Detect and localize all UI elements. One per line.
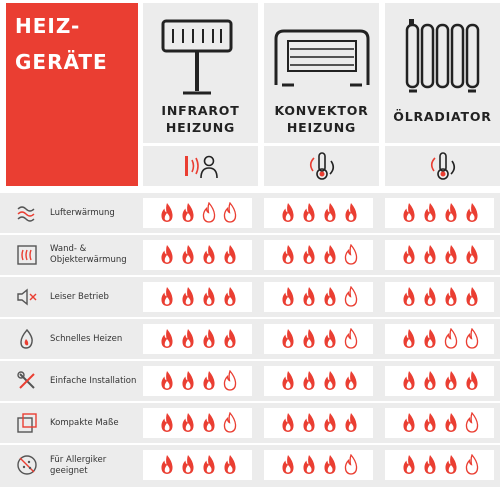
flame-filled-icon (202, 328, 216, 349)
flame-filled-icon (465, 370, 479, 391)
flame-filled-icon (402, 412, 416, 433)
rating-cell-oelradiator (385, 324, 494, 354)
air-waves-icon (16, 202, 38, 224)
flame-filled-icon (402, 454, 416, 475)
flame-filled-icon (202, 370, 216, 391)
rating-cell-konvektor (264, 366, 373, 396)
column-subtitle-konvektor: HEIZUNG (286, 120, 357, 135)
flame-filled-icon (323, 412, 337, 433)
flame-filled-icon (160, 202, 174, 223)
flame-filled-icon (402, 202, 416, 223)
row-label: Wand- & (50, 244, 87, 254)
column-title-infrarot: INFRAROT (161, 103, 240, 118)
flame-filled-icon (423, 244, 437, 265)
flame-filled-icon (223, 328, 237, 349)
row-label-line2: Objekterwärmung (50, 255, 127, 265)
flame-filled-icon (160, 328, 174, 349)
flame-filled-icon (281, 370, 295, 391)
flame-filled-icon (465, 244, 479, 265)
flame-outline-icon (344, 328, 358, 349)
column-header-infrarot (143, 3, 258, 143)
flame-filled-icon (323, 370, 337, 391)
rating-cell-konvektor (264, 240, 373, 270)
table-row (0, 445, 500, 487)
flame-filled-icon (444, 412, 458, 433)
flame-outline-icon (344, 454, 358, 475)
flame-filled-icon (402, 328, 416, 349)
flame-filled-icon (160, 244, 174, 265)
flame-filled-icon (302, 370, 316, 391)
rating-cell-infrarot (143, 408, 252, 438)
flame-filled-icon (160, 412, 174, 433)
table-row (0, 277, 500, 317)
radiant-heat-person-icon (184, 150, 218, 182)
rating-cell-oelradiator (385, 198, 494, 228)
flame-outline-icon (223, 412, 237, 433)
flame-filled-icon (181, 412, 195, 433)
convector-heater-icon (264, 7, 379, 97)
rating-cell-konvektor (264, 198, 373, 228)
column-subicon-oelradiator (385, 146, 500, 186)
flame-filled-icon (323, 454, 337, 475)
title-panel (6, 3, 138, 186)
flame-outline-icon (344, 286, 358, 307)
flame-outline-icon (465, 412, 479, 433)
title-line-2: GERÄTE (15, 50, 108, 74)
flame-filled-icon (444, 454, 458, 475)
flame-filled-icon (181, 202, 195, 223)
rating-cell-konvektor (264, 282, 373, 312)
flame-filled-icon (302, 286, 316, 307)
rating-cell-konvektor (264, 408, 373, 438)
flame-filled-icon (344, 370, 358, 391)
table-row (0, 193, 500, 233)
rating-cell-infrarot (143, 282, 252, 312)
flame-filled-icon (444, 202, 458, 223)
flame-filled-icon (302, 244, 316, 265)
column-header-konvektor (264, 3, 379, 143)
flame-filled-icon (281, 202, 295, 223)
rating-cell-konvektor (264, 324, 373, 354)
column-title-oelradiator: ÖLRADIATOR (393, 109, 492, 124)
flame-filled-icon (302, 328, 316, 349)
rating-cell-infrarot (143, 450, 252, 480)
flame-filled-icon (160, 370, 174, 391)
flame-filled-icon (202, 412, 216, 433)
flame-filled-icon (281, 412, 295, 433)
column-title-konvektor: KONVEKTOR (274, 103, 369, 118)
tools-icon (16, 370, 38, 392)
row-label: Kompakte Maße (50, 418, 119, 428)
flame-outline-icon (223, 202, 237, 223)
flame-outline-icon (223, 370, 237, 391)
title-line-1: HEIZ- (15, 14, 81, 38)
speaker-muted-icon (16, 286, 38, 308)
flame-filled-icon (444, 370, 458, 391)
flame-filled-icon (281, 286, 295, 307)
flame-outline-icon (444, 328, 458, 349)
rating-cell-oelradiator (385, 240, 494, 270)
allergen-free-icon (16, 454, 38, 476)
flame-filled-icon (465, 286, 479, 307)
flame-filled-icon (323, 244, 337, 265)
flame-outline-icon (344, 244, 358, 265)
heat-wall-icon (16, 244, 38, 266)
rating-cell-oelradiator (385, 366, 494, 396)
flame-filled-icon (302, 202, 316, 223)
row-label-line2: geeignet (50, 466, 88, 476)
row-label: Für Allergiker (50, 455, 107, 465)
rating-cell-oelradiator (385, 450, 494, 480)
flame-filled-icon (402, 286, 416, 307)
rating-cell-infrarot (143, 366, 252, 396)
column-subtitle-infrarot: HEIZUNG (165, 120, 236, 135)
column-subicon-infrarot (143, 146, 258, 186)
flame-filled-icon (281, 454, 295, 475)
flame-filled-icon (281, 244, 295, 265)
flame-filled-icon (181, 244, 195, 265)
flame-filled-icon (181, 286, 195, 307)
flame-filled-icon (302, 454, 316, 475)
convection-thermometer-icon (426, 150, 460, 182)
table-row (0, 403, 500, 443)
flame-filled-icon (423, 202, 437, 223)
rating-cell-infrarot (143, 324, 252, 354)
flame-filled-icon (202, 454, 216, 475)
row-label: Lufterwärmung (50, 208, 115, 218)
flame-filled-icon (202, 286, 216, 307)
flame-filled-icon (181, 328, 195, 349)
flame-filled-icon (160, 454, 174, 475)
flame-filled-icon (423, 454, 437, 475)
oil-radiator-icon (385, 7, 500, 97)
flame-filled-icon (423, 412, 437, 433)
flame-filled-icon (344, 412, 358, 433)
flame-filled-icon (423, 370, 437, 391)
flame-filled-icon (423, 328, 437, 349)
rating-cell-oelradiator (385, 282, 494, 312)
flame-filled-icon (202, 244, 216, 265)
flame-outline-icon (465, 454, 479, 475)
rating-cell-konvektor (264, 450, 373, 480)
flame-fast-icon (16, 328, 38, 350)
flame-filled-icon (223, 286, 237, 307)
flame-outline-icon (202, 202, 216, 223)
infrared-heater-icon (143, 7, 258, 97)
flame-filled-icon (344, 202, 358, 223)
rating-cell-infrarot (143, 198, 252, 228)
row-label: Einfache Installation (50, 376, 137, 386)
column-subicon-konvektor (264, 146, 379, 186)
flame-outline-icon (465, 328, 479, 349)
column-header-oelradiator (385, 3, 500, 143)
rating-cell-oelradiator (385, 408, 494, 438)
flame-filled-icon (323, 328, 337, 349)
flame-filled-icon (465, 202, 479, 223)
flame-filled-icon (302, 412, 316, 433)
flame-filled-icon (223, 454, 237, 475)
flame-filled-icon (181, 454, 195, 475)
flame-filled-icon (402, 244, 416, 265)
flame-filled-icon (423, 286, 437, 307)
table-row (0, 235, 500, 275)
row-label: Leiser Betrieb (50, 292, 109, 302)
convection-thermometer-icon (305, 150, 339, 182)
flame-filled-icon (323, 202, 337, 223)
flame-filled-icon (223, 244, 237, 265)
flame-filled-icon (181, 370, 195, 391)
table-row (0, 361, 500, 401)
compact-squares-icon (16, 412, 38, 434)
flame-filled-icon (160, 286, 174, 307)
table-row (0, 319, 500, 359)
flame-filled-icon (444, 286, 458, 307)
flame-filled-icon (323, 286, 337, 307)
flame-filled-icon (281, 328, 295, 349)
row-label: Schnelles Heizen (50, 334, 123, 344)
flame-filled-icon (402, 370, 416, 391)
flame-filled-icon (444, 244, 458, 265)
rating-cell-infrarot (143, 240, 252, 270)
